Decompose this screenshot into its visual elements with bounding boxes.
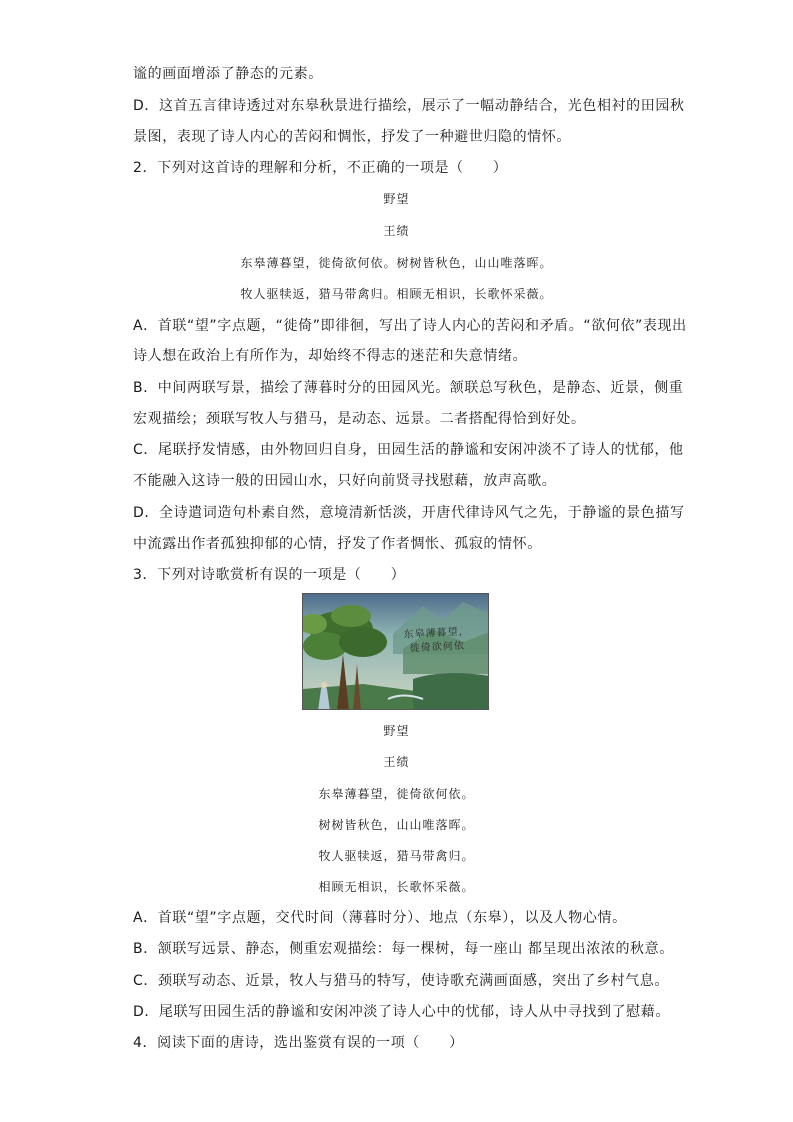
q2-option-b-line2: 宏观描绘；颈联写牧人与猎马，是动态、远景。二者搭配得恰到好处。 xyxy=(133,411,586,427)
question-4-stem: 4．阅读下面的唐诗，选出鉴赏有误的一项（ ） xyxy=(133,1035,464,1051)
q3-poem-line4: 相顾无相识，长歌怀采薇。 xyxy=(318,880,475,894)
option-d-prev-line2: 景图，表现了诗人内心的苦闷和惆怅，抒发了一种避世归隐的情怀。 xyxy=(133,129,571,145)
q3-option-c: C．颈联写动态、近景，牧人与猎马的特写，使诗歌充满画面感，突出了乡村气息。 xyxy=(133,973,669,989)
q2-poem-author: 王绩 xyxy=(383,224,410,238)
q2-option-c-line2: 不能融入这诗一般的田园山水，只好向前贤寻找慰藉，放声高歌。 xyxy=(133,473,557,489)
illustration-caption xyxy=(386,624,487,657)
line-prev-end: 谧的画面增添了静态的元素。 xyxy=(133,66,323,82)
q2-poem-line1: 东皋薄暮望，徙倚欲何依。树树皆秋色，山山唯落晖。 xyxy=(240,256,553,270)
poem-illustration xyxy=(302,593,489,710)
q3-option-b: B．颔联写远景、静态，侧重宏观描绘：每一棵树，每一座山 都呈现出浓浓的秋意。 xyxy=(133,941,674,957)
q2-poem-line2: 牧人驱犊返，猎马带禽归。相顾无相识，长歌怀采薇。 xyxy=(240,287,553,301)
q2-option-d-line2: 中流露出作者孤独抑郁的心情，抒发了作者惆怅、孤寂的情怀。 xyxy=(133,536,542,552)
q3-poem-title: 野望 xyxy=(383,724,410,738)
question-3-stem: 3．下列对诗歌赏析有误的一项是（ ） xyxy=(133,567,406,583)
q3-poem-line3: 牧人驱犊返，猎马带禽归。 xyxy=(318,849,475,863)
option-d-prev-line1: D．这首五言律诗透过对东皋秋景进行描绘，展示了一幅动静结合，光色相衬的田园秋 xyxy=(133,98,685,114)
caption-line-1: 东皋薄暮望， xyxy=(403,626,470,641)
q3-poem-author: 王绩 xyxy=(383,755,410,769)
q2-option-a-line2: 诗人想在政治上有所作为，却始终不得志的迷茫和失意情绪。 xyxy=(133,348,528,364)
caption-line-2: 徙倚欲何依 xyxy=(409,640,466,655)
q2-option-b-line1: B．中间两联写景，描绘了薄暮时分的田园风光。颔联总写秋色，是静态、近景，侧重 xyxy=(133,380,684,396)
q2-option-d-line1: D．全诗遣词造句朴素自然，意境清新恬淡，开唐代律诗风气之先，于静谧的景色描写 xyxy=(133,505,685,521)
q3-poem-line1: 东皋薄暮望，徙倚欲何依。 xyxy=(318,787,475,801)
q2-poem-title: 野望 xyxy=(383,192,410,206)
q2-option-c-line1: C．尾联抒发情感，由外物回归自身，田园生活的静谧和安闲冲淡不了诗人的忧郁，他 xyxy=(133,442,684,458)
question-2-stem: 2．下列对这首诗的理解和分析，不正确的一项是（ ） xyxy=(133,160,508,176)
q2-option-a-line1: A．首联“望”字点题，“徙倚”即徘徊，写出了诗人内心的苦闷和矛盾。“欲何依”表现出 xyxy=(133,318,687,334)
q3-option-a: A．首联“望”字点题，交代时间（薄暮时分）、地点（东皋），以及人物心情。 xyxy=(133,910,627,926)
q3-poem-line2: 树树皆秋色，山山唯落晖。 xyxy=(318,818,475,832)
q3-option-d: D．尾联写田园生活的静谧和安闲冲淡了诗人心中的忧郁，诗人从中寻找到了慰藉。 xyxy=(133,1004,670,1020)
